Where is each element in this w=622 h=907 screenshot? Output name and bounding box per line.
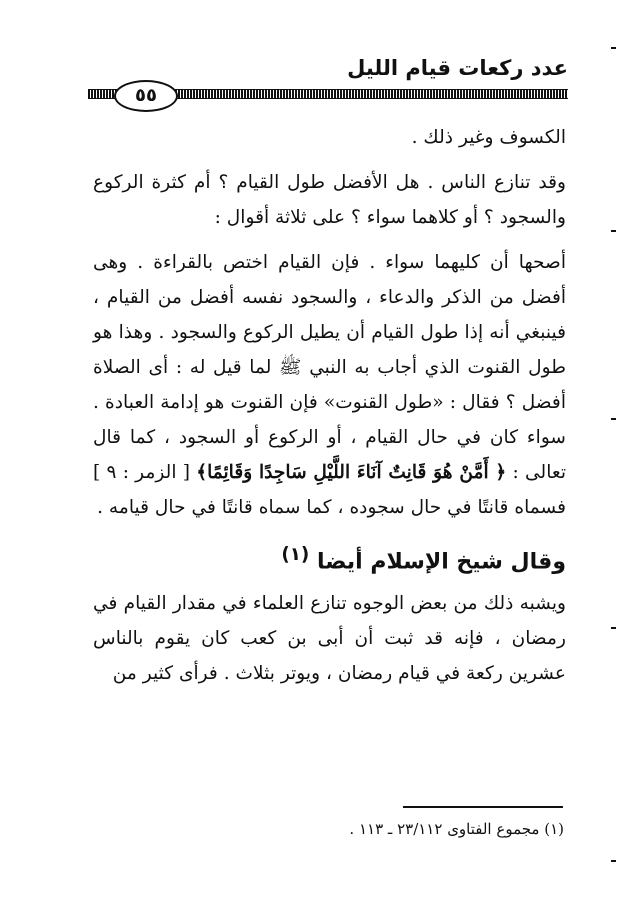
- paragraph-3-part-1: أصحها أن كليهما سواء . فإن القيام اختص بالقراءة . وهى أفضل من الذكر والدعاء ، والسجود نفسه أفضل من القيام ، فينبغي أنه إذا طول القيام أن يطيل الركوع والسجود . وهذا هو طول القنوت الذي أجاب به النبي: [93, 252, 567, 378]
- honorific-symbol: ﷺ: [279, 357, 302, 378]
- paragraph-4: ويشبه ذلك من بعض الوجوه تنازع العلماء في مقدار القيام في رمضان ، فإنه قد ثبت أن أبى بن كعب كان يقوم بالناس عشرين ركعة في قيام رمضان ، ويوتر بثلاث . فرأى كثير من: [93, 593, 566, 685]
- footnote-reference: (١): [281, 544, 310, 565]
- paragraph-3: [93, 245, 566, 525]
- page-edge-mark: [611, 860, 616, 862]
- page-edge-mark: [611, 47, 616, 49]
- page-header: [88, 56, 568, 106]
- footnote: (١) مجموع الفتاوى ٢٣/١١٢ ـ ١١٣ .: [349, 820, 564, 838]
- page-number-badge: ٥٥: [114, 80, 178, 112]
- paragraph-1: الكسوف وغير ذلك .: [411, 127, 566, 148]
- paragraph-3-part-2: لما قيل له : أى الصلاة أفضل ؟ فقال : «طول القنوت» فإن القنوت هو إدامة العبادة . سواء كان في حال القيام ، أو الركوع أو السجود ، كما قال تعالى :: [93, 357, 566, 483]
- section-heading: [93, 539, 566, 578]
- quran-verse: ﴿ أَمَّنْ هُوَ قَانِتٌ آنَاءَ اللَّيْلِ سَاجِدًا وَقَائِمًا﴾: [196, 462, 507, 483]
- page-edge-mark: [611, 627, 616, 629]
- running-title: عدد ركعات قيام الليل: [347, 56, 568, 80]
- paragraph-3-end: [ الزمر : ٩ ] فسماه قانتًا في حال سجوده ، كما سماه قانتًا في حال قيامه .: [93, 462, 566, 518]
- main-text: [93, 120, 566, 691]
- page-edge-mark: [611, 418, 616, 420]
- page-edge-mark: [611, 230, 616, 232]
- section-heading-text: وقال شيخ الإسلام أيضا: [316, 549, 566, 575]
- paragraph-2: وقد تنازع الناس . هل الأفضل طول القيام ؟ أم كثرة الركوع والسجود ؟ أو كلاهما سواء ؟ على ثلاثة أقوال :: [93, 172, 566, 228]
- footnote-separator: [403, 806, 563, 808]
